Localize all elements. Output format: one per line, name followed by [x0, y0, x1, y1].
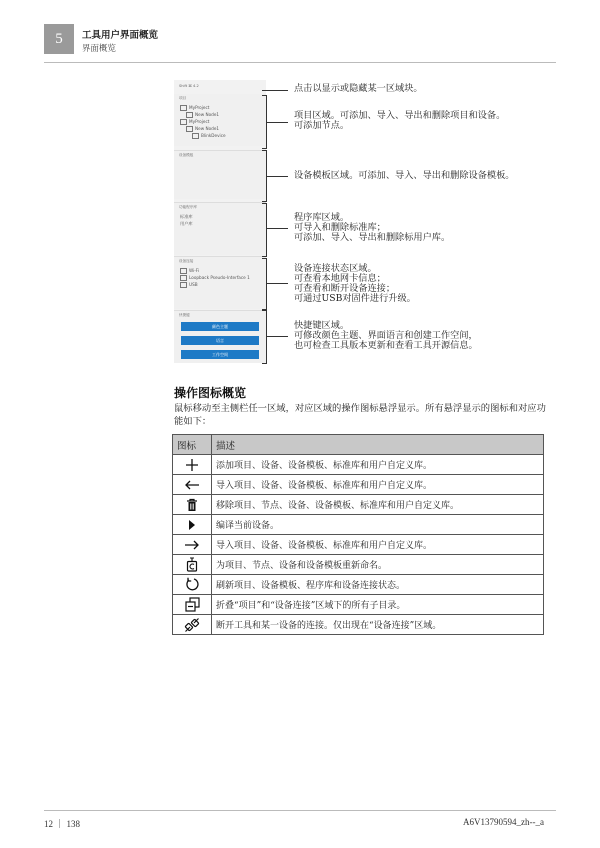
tree-row[interactable]: BlinkDevice	[174, 132, 266, 139]
callout-bracket	[262, 310, 267, 364]
plus-icon	[173, 455, 212, 475]
table-cell-desc: 导入项目、设备、设备模板、标准库和用户自定义库。	[212, 535, 544, 555]
footer-divider	[44, 810, 556, 811]
table-cell-desc: 刷新项目、设备模板、程序库和设备连接状态。	[212, 575, 544, 595]
table-row	[173, 535, 544, 555]
library-pane-heading: 功能程序库	[179, 205, 197, 209]
device-icon	[192, 133, 199, 139]
callout-connection: 设备连接状态区域。 可查看本地网卡信息； 可查看和断开设备连接； 可通过USB对固件进行升级。	[294, 263, 416, 304]
tree-row[interactable]: New Node1	[174, 111, 266, 118]
network-icon	[180, 268, 187, 274]
rename-icon	[173, 555, 212, 575]
callout-line	[262, 90, 288, 91]
table-cell-desc: 为项目、节点、设备和设备模板重新命名。	[212, 555, 544, 575]
callout-bracket	[262, 203, 267, 257]
folder-icon	[180, 119, 187, 125]
tree-row[interactable]: Wi-Fi	[174, 267, 266, 274]
table-cell-desc: 移除项目、节点、设备、设备模板、标准库和用户自定义库。	[212, 495, 544, 515]
connection-pane-heading: 设备连接	[179, 259, 194, 263]
footer-page-number: 12 ｜ 138	[44, 819, 81, 829]
section-text: 鼠标移动至主侧栏任一区域，对应区域的操作图标悬浮显示。所有悬浮显示的图标和对应功能如下：	[174, 403, 546, 427]
language-button[interactable]: 语言	[181, 336, 259, 345]
tree-row[interactable]: 用户库	[180, 221, 193, 226]
table-row	[173, 555, 544, 575]
refresh-icon	[173, 575, 212, 595]
icon-table	[172, 434, 544, 635]
table-cell-desc: 编译当前设备。	[212, 515, 544, 535]
header-divider	[44, 62, 556, 63]
table-cell-desc: 导入项目、设备、设备模板、标准库和用户自定义库。	[212, 475, 544, 495]
header-subtitle: 界面概览	[82, 44, 117, 54]
arrow-left-icon	[173, 475, 212, 495]
disconnect-icon	[173, 615, 212, 635]
arrow-right-icon	[173, 535, 212, 555]
shortcuts-pane	[174, 310, 266, 363]
collapse-icon	[173, 595, 212, 615]
chapter-number: 5	[55, 30, 63, 47]
callout-line	[267, 283, 288, 284]
tree-row[interactable]: USB	[174, 281, 266, 288]
tree-row[interactable]: MyProject	[174, 104, 266, 111]
project-pane	[174, 94, 266, 146]
callout-templates: 设备模板区域。可添加、导入、导出和删除设备模板。	[294, 170, 515, 181]
library-pane	[174, 202, 266, 255]
shortcuts-pane-heading: 快捷键	[179, 313, 190, 317]
connection-pane	[174, 256, 266, 309]
table-row	[173, 455, 544, 475]
tree-row[interactable]: New Node1	[174, 125, 266, 132]
section-title: 操作图标概览	[174, 386, 247, 400]
callout-library: 程序库区域。 可导入和删除标准库； 可添加、导入、导出和删除标用户库。	[294, 212, 451, 243]
callout-project: 项目区域。可添加、导入、导出和删除项目和设备。 可添加节点。	[294, 110, 506, 131]
folder-icon	[186, 126, 193, 132]
callout-line	[267, 228, 288, 229]
table-header-icon: 图标	[173, 435, 212, 455]
callout-shortcuts: 快捷键区域。 可修改颜色主题、界面语言和创建工作空间， 也可检查工具版本更新和查看工具开源信息。	[294, 320, 478, 351]
callout-bracket	[262, 258, 267, 310]
workspace-button[interactable]: 工作空间	[181, 350, 259, 359]
callout-line	[267, 122, 288, 123]
table-cell-desc: 添加项目、设备、设备模板、标准库和用户自定义库。	[212, 455, 544, 475]
screenshot-top-bar: Shift ⌘ 4.2	[179, 84, 199, 88]
chapter-number-box	[44, 24, 74, 54]
table-cell-desc: 折叠“项目”和“设备连接”区域下的所有子目录。	[212, 595, 544, 615]
table-header-desc: 描述	[212, 435, 544, 455]
callout-line	[267, 336, 288, 337]
network-icon	[180, 275, 187, 281]
header-title: 工具用户界面概览	[82, 30, 159, 41]
callout-toggle: 点击以显示或隐藏某一区域块。	[294, 83, 423, 94]
table-row	[173, 495, 544, 515]
play-icon	[173, 515, 212, 535]
table-header-row	[173, 435, 544, 455]
folder-icon	[186, 112, 193, 118]
callout-line	[267, 176, 288, 177]
tree-row[interactable]: 标准库	[180, 214, 193, 219]
project-pane-heading: 项目	[179, 96, 187, 100]
table-row	[173, 575, 544, 595]
footer-doc-id: A6V13790594_zh--_a	[463, 817, 544, 827]
templates-pane-heading: 设备模板	[179, 153, 194, 157]
usb-icon	[180, 282, 187, 288]
table-cell-desc: 断开工具和某一设备的连接。仅出现在“设备连接”区域。	[212, 615, 544, 635]
table-row	[173, 515, 544, 535]
folder-icon	[180, 105, 187, 111]
templates-pane	[174, 150, 266, 199]
table-row	[173, 475, 544, 495]
tree-row[interactable]: Loopback Pseudo-Interface 1	[174, 274, 266, 281]
tree-row[interactable]: MyProject	[174, 118, 266, 125]
table-row	[173, 615, 544, 635]
sidebar-screenshot	[174, 80, 266, 362]
table-row	[173, 595, 544, 615]
trash-icon	[173, 495, 212, 515]
theme-button[interactable]: 颜色主题	[181, 322, 259, 331]
